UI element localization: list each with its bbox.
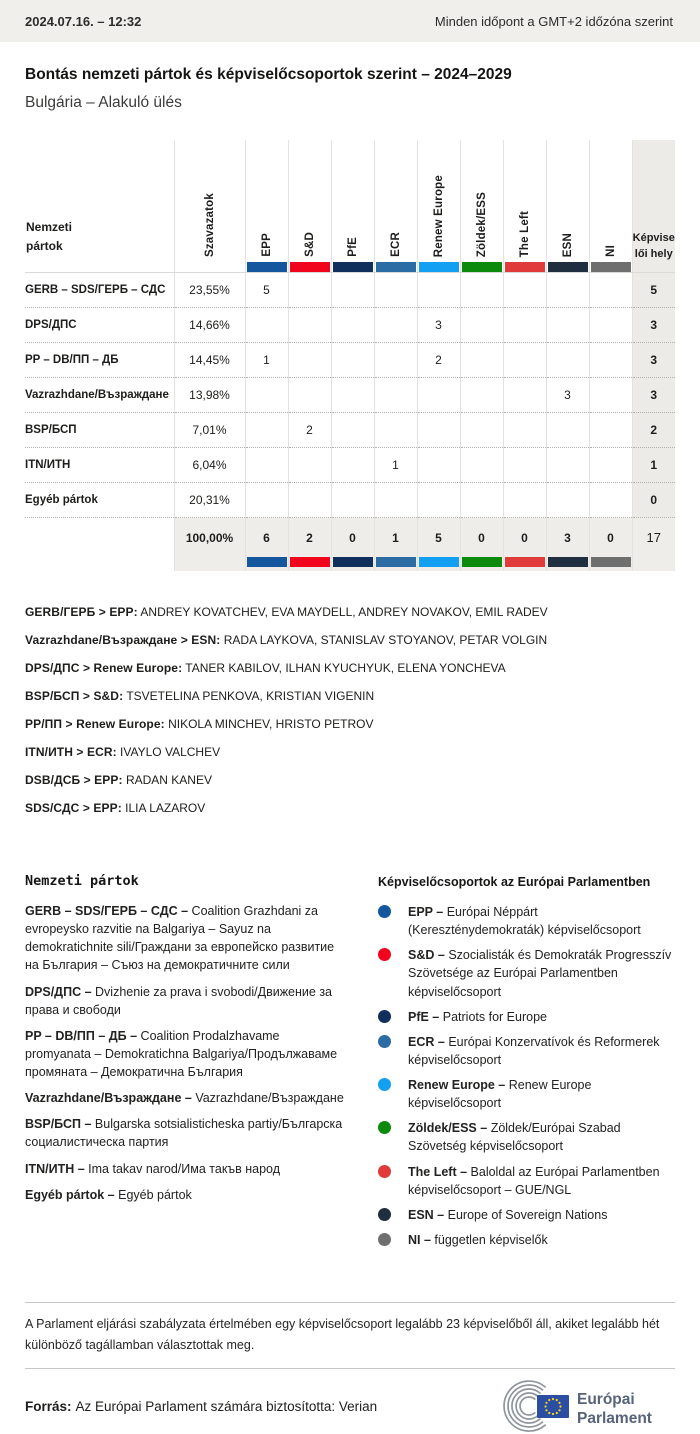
group-legend-text [408,1231,548,1249]
group-full-name: Európai Konzervatívok és Reformerek képviselőcsoport [408,1034,660,1067]
delegation-line [25,801,675,815]
totals-seat-cell-sd [288,518,331,572]
seats-header-cell: Képviselői hely [632,140,675,262]
seat-cell-sd [288,378,331,413]
group-color-bar-renew [417,262,460,273]
votes-cell: 14,45% [174,343,245,378]
group-color-bar [333,262,373,272]
votes-cell: 23,55% [174,273,245,308]
seat-cell-left [503,343,546,378]
group-color-bar [419,262,459,272]
group-color-dot-ecr [378,1035,391,1048]
group-color-bar-ecr [374,262,417,273]
group-color-bar [591,557,631,567]
seat-cell-pfe [331,308,374,343]
seat-cell-esn [546,448,589,483]
totals-seat-cell-ni [589,518,632,572]
party-row [25,273,675,308]
group-abbr: NI – [408,1232,431,1247]
party-name-cell: Vazrazhdane/Възраждане [25,378,174,413]
group-full-name: független képviselők [434,1232,548,1247]
group-header-pfe [331,140,374,262]
group-color-bar [247,557,287,567]
party-abbr: ITN/ИТН – [25,1161,85,1176]
delegation-members: RADA LAYKOVA, STANISLAV STOYANOV, PETAR VOLGIN [223,633,548,647]
group-header-left [503,140,546,262]
total-seats-cell: 0 [632,483,675,518]
party-row [25,378,675,413]
group-color-dot-pfe [378,1010,391,1023]
seat-cell-renew [417,448,460,483]
seat-cell-ni [589,448,632,483]
seat-cell-sd [288,448,331,483]
logo-line2: Parlament [577,1410,652,1428]
totals-seat-cell-epp [245,518,288,572]
delegation-members: TSVETELINA PENKOVA, KRISTIAN VIGENIN [126,689,375,703]
party-description [25,983,347,1019]
group-legend-text [408,946,675,1000]
seat-cell-left [503,273,546,308]
group-color-dot-left [378,1165,391,1178]
delegation-line [25,717,675,731]
group-abbr: S&D – [408,948,445,963]
group-color-bar [290,557,330,567]
seat-cell-esn [546,308,589,343]
seat-cell-pfe [331,413,374,448]
party-abbr: BSP/БСП – [25,1117,92,1132]
seat-cell-esn [546,343,589,378]
group-full-name: Patriots for Europe [442,1009,547,1024]
delegation-line [25,605,675,619]
seat-cell-sd [288,308,331,343]
group-color-dot-epp [378,905,391,918]
seat-cell-ecr [374,308,417,343]
group-color-bar [548,557,588,567]
totals-row [25,518,675,572]
seat-cell-greens [460,448,503,483]
totals-empty-cell [25,518,174,572]
seat-cell-greens [460,413,503,448]
group-color-dot-esn [378,1208,391,1221]
seat-cell-ecr [374,378,417,413]
delegation-line [25,633,675,647]
group-legend-item [378,1119,675,1155]
group-legend-item [378,903,675,939]
seat-cell-ecr [374,343,417,378]
group-color-bar [376,557,416,567]
votes-cell: 7,01% [174,413,245,448]
seat-cell-ecr [374,273,417,308]
group-abbr: ECR – [408,1034,445,1049]
delegation-party-group: Vazrazhdane/Възраждане > ESN: [25,633,221,647]
group-header-epp [245,140,288,262]
party-full-name: Coalition Prodalzhavame promyanata – Demokratichna Balgariya/Продължаваме промяната – Демократична България [25,1028,338,1079]
seat-cell-esn [546,483,589,518]
totals-seat-cell-sd-value: 2 [306,530,313,545]
seat-cell-greens [460,378,503,413]
totals-grand-cell [632,518,675,572]
group-color-bar-greens [460,262,503,273]
national-parties-section [25,873,347,1256]
seat-cell-esn [546,413,589,448]
group-header-label: PfE [346,237,359,257]
seat-cell-left [503,448,546,483]
seat-cell-ni [589,273,632,308]
delegation-line [25,745,675,759]
total-seats-cell: 3 [632,308,675,343]
votes-header-cell [174,140,245,262]
group-header-esn [546,140,589,262]
totals-seat-cell-ni-value: 0 [607,530,614,545]
total-seats-cell: 3 [632,343,675,378]
party-name-cell: Egyéb pártok [25,483,174,518]
seat-cell-greens [460,308,503,343]
party-row [25,413,675,448]
totals-seat-cell-ecr-value: 1 [392,530,399,545]
delegation-list [25,605,675,815]
group-legend-item [378,1076,675,1112]
source-row [25,1378,675,1434]
totals-seat-cell-left-value: 0 [521,530,528,545]
group-color-bar [591,262,631,272]
delegation-members: NIKOLA MINCHEV, HRISTO PETROV [168,717,374,731]
group-color-bar [247,262,287,272]
group-color-bar [505,557,545,567]
group-abbr: PfE – [408,1009,440,1024]
party-description [25,1089,347,1107]
datetime-label: 2024.07.16. – 12:32 [25,13,142,29]
seat-cell-ecr [374,413,417,448]
delegation-members: ANDREY KOVATCHEV, EVA MAYDELL, ANDREY NOVAKOV, EMIL RADEV [140,605,548,619]
delegation-members: IVAYLO VALCHEV [120,745,221,759]
party-abbr: PP – DB/ПП – ДБ – [25,1028,138,1043]
totals-votes-cell-value: 100,00% [185,530,234,545]
seat-cell-epp: 1 [245,343,288,378]
total-seats-cell: 3 [632,378,675,413]
delegation-party-group: SDS/СДС > EPP: [25,801,122,815]
seat-cell-ni [589,483,632,518]
group-legend-item [378,1231,675,1249]
group-legend-text [408,1163,675,1199]
group-full-name: Baloldal az Európai Parlamentben képviselőcsoport – GUE/NGL [408,1164,660,1197]
seat-cell-ni [589,378,632,413]
party-full-name: Bulgarska sotsialisticheska partiy/Българска социалистическа партия [25,1117,343,1150]
group-header-label: EPP [260,233,273,257]
party-full-name: Dvizhenie za prava i svobodi/Движение за права и свободи [25,984,332,1017]
party-name-cell: BSP/БСП [25,413,174,448]
totals-seat-cell-renew [417,518,460,572]
group-header-greens [460,140,503,262]
party-abbr: DPS/ДПС – [25,984,92,999]
delegation-party-group: ITN/ИТН > ECR: [25,745,117,759]
delegation-party-group: BSP/БСП > S&D: [25,689,124,703]
group-color-dot-sd [378,948,391,961]
logo-line1: Európai [577,1391,635,1409]
totals-seat-cell-pfe [331,518,374,572]
total-seats-cell: 1 [632,448,675,483]
seat-cell-ni [589,413,632,448]
group-color-bar [333,557,373,567]
delegation-party-group: PP/ПП > Renew Europe: [25,717,165,731]
seat-cell-greens [460,483,503,518]
group-abbr: Zöldek/ESS – [408,1121,488,1136]
party-row [25,448,675,483]
party-description [25,1115,347,1151]
delegation-line [25,689,675,703]
totals-seat-cell-epp-value: 6 [263,530,270,545]
group-color-bar-sd [288,262,331,273]
group-color-bar-left [503,262,546,273]
party-row [25,343,675,378]
delegation-members: RADAN KANEV [125,773,212,787]
group-header-label: ESN [561,232,574,257]
totals-seat-cell-left [503,518,546,572]
group-header-label: NI [604,245,617,257]
party-full-name: Vazrazhdane/Възраждане [195,1091,344,1106]
seat-cell-greens [460,343,503,378]
seat-cell-sd: 2 [288,413,331,448]
group-color-bar-epp [245,262,288,273]
group-abbr: Renew Europe – [408,1078,506,1092]
group-header-sd [288,140,331,262]
totals-grand-cell-value: 17 [646,530,661,545]
seat-cell-sd [288,343,331,378]
group-color-dot-renew [378,1078,391,1091]
group-abbr: The Left – [408,1164,468,1179]
seat-cell-esn: 3 [546,378,589,413]
seat-cell-epp [245,413,288,448]
seat-cell-sd [288,273,331,308]
party-description [25,1160,347,1178]
page-body [0,66,700,1434]
group-color-bar [376,262,416,272]
group-header-label: Zöldek/ESS [475,191,488,257]
seat-cell-pfe [331,378,374,413]
results-table [25,140,675,571]
seat-cell-pfe [331,448,374,483]
seat-cell-epp [245,483,288,518]
seat-cell-left [503,483,546,518]
seat-cell-ni [589,343,632,378]
top-bar [0,0,700,42]
two-column-section [25,873,675,1256]
source-label: Forrás: [25,1398,72,1414]
group-color-bar-pfe [331,262,374,273]
row-header-label: Nemzeti pártok [26,219,73,253]
group-header-label: S&D [303,232,316,257]
seat-cell-pfe [331,483,374,518]
group-legend-text [408,1206,607,1224]
seat-cell-left [503,413,546,448]
group-legend-item [378,1008,675,1026]
party-abbr: GERB – SDS/ГЕРБ – СДС – [25,904,189,918]
totals-seat-cell-ecr [374,518,417,572]
delegation-party-group: GERB/ГЕРБ > EPP: [25,605,138,619]
delegation-party-group: DPS/ДПС > Renew Europe: [25,661,183,675]
party-row [25,308,675,343]
seat-cell-epp [245,308,288,343]
group-color-bar-row [25,262,675,273]
delegation-members: TANER KABILOV, ILHAN KYUCHYUK, ELENA YONCHEVA [185,661,506,675]
total-seats-cell: 5 [632,273,675,308]
group-header-renew [417,140,460,262]
party-abbr: Egyéb pártok – [25,1187,115,1202]
seat-cell-pfe [331,273,374,308]
party-row [25,483,675,518]
group-color-bar [548,262,588,272]
group-color-dot-ni [378,1233,391,1246]
source-text: Forrás: Az Európai Parlament számára biztosította: Verian [25,1398,378,1414]
seat-cell-renew [417,378,460,413]
group-legend-text [408,1119,675,1155]
votes-cell: 20,31% [174,483,245,518]
group-full-name: Zöldek/Európai Szabad Szövetség képviselőcsoport [408,1121,621,1154]
votes-cell: 6,04% [174,448,245,483]
group-full-name: Szocialisták és Demokraták Progresszív Szövetsége az Európai Parlamentben képviselőcsoport [408,948,672,999]
group-color-bar [505,262,545,272]
group-legend-item [378,1163,675,1199]
group-legend-item [378,1033,675,1069]
national-parties-heading: Nemzeti pártok [25,873,139,889]
group-legend-text [408,1033,675,1069]
totals-seat-cell-greens [460,518,503,572]
party-name-cell: PP – DB/ПП – ДБ [25,343,174,378]
party-description [25,902,347,975]
party-description [25,1027,347,1081]
footnote: A Parlament eljárási szabályzata értelmében egy képviselőcsoport legalább 23 képviselőből áll, akiket legalább hét különböző tagállamban választottak meg. [25,1302,675,1369]
totals-seat-cell-esn-value: 3 [564,530,571,545]
seat-cell-renew [417,483,460,518]
seat-cell-pfe [331,343,374,378]
group-legend-text [408,1008,547,1026]
party-name-cell: GERB – SDS/ГЕРБ – СДС [25,273,174,308]
party-name-cell: ITN/ИТН [25,448,174,483]
group-full-name: Europe of Sovereign Nations [447,1207,608,1222]
votes-cell: 14,66% [174,308,245,343]
seat-cell-ecr: 1 [374,448,417,483]
group-header-ni [589,140,632,262]
totals-votes-cell [174,518,245,572]
party-abbr: Vazrazhdane/Възраждане – [25,1091,192,1106]
group-color-bar-ni [589,262,632,273]
totals-seat-cell-esn [546,518,589,572]
groups-legend-heading: Képviselőcsoportok az Európai Parlamentben [378,875,651,889]
party-full-name: Ima takav narod/Има такъв народ [88,1161,280,1176]
party-full-name: Coalition Grazhdani za evropeysko razvitie na Balgariya – Sayuz na demokratichnite sili/Граждани за европейско развитие на България – Съюз на демократичните сили [25,904,335,973]
group-full-name: Renew Europe képviselőcsoport [408,1078,592,1111]
european-parliament-logo [503,1378,675,1434]
group-color-dot-greens [378,1121,391,1134]
votes-header-label: Szavazatok [203,192,216,257]
votes-cell: 13,98% [174,378,245,413]
page-subtitle: Bulgária – Alakuló ülés [25,94,182,111]
group-color-bar-esn [546,262,589,273]
delegation-members: ILIA LAZAROV [125,801,206,815]
seat-cell-renew: 3 [417,308,460,343]
seat-cell-epp: 5 [245,273,288,308]
seat-cell-greens [460,273,503,308]
page-title: Bontás nemzeti pártok és képviselőcsoportok szerint – 2024–2029 [25,66,512,83]
delegation-party-group: DSB/ДСБ > EPP: [25,773,123,787]
groups-legend-section [378,873,675,1256]
seat-cell-ni [589,308,632,343]
group-header-label: The Left [518,210,531,257]
seat-cell-epp [245,378,288,413]
totals-seat-cell-pfe-value: 0 [349,530,356,545]
seat-cell-epp [245,448,288,483]
party-description [25,1186,347,1204]
group-color-bar [462,262,502,272]
group-color-bar [290,262,330,272]
seat-cell-renew [417,413,460,448]
timezone-note: Minden időpont a GMT+2 időzóna szerint [434,13,673,29]
group-color-bar [419,557,459,567]
seat-cell-left [503,308,546,343]
seat-cell-esn [546,273,589,308]
group-full-name: Európai Néppárt (Kereszténydemokraták) képviselőcsoport [408,905,641,938]
group-header-label: Renew Europe [432,174,445,257]
party-name-cell: DPS/ДПС [25,308,174,343]
group-abbr: EPP – [408,905,444,919]
seat-cell-ecr [374,483,417,518]
group-legend-item [378,1206,675,1224]
totals-seat-cell-renew-value: 5 [435,530,442,545]
seat-cell-renew: 2 [417,343,460,378]
total-seats-cell: 2 [632,413,675,448]
delegation-line [25,773,675,787]
party-full-name: Egyéb pártok [118,1187,192,1202]
seat-cell-sd [288,483,331,518]
totals-seat-cell-greens-value: 0 [478,530,485,545]
seat-cell-left [503,378,546,413]
group-header-label: ECR [389,232,402,257]
group-legend-text [408,903,675,939]
seat-cell-renew [417,273,460,308]
table-header-row [25,140,675,262]
group-legend-item [378,946,675,1000]
group-color-bar [462,557,502,567]
row-header-cell [25,140,174,262]
group-header-ecr [374,140,417,262]
group-legend-text [408,1076,675,1112]
group-abbr: ESN – [408,1207,445,1222]
delegation-line [25,661,675,675]
